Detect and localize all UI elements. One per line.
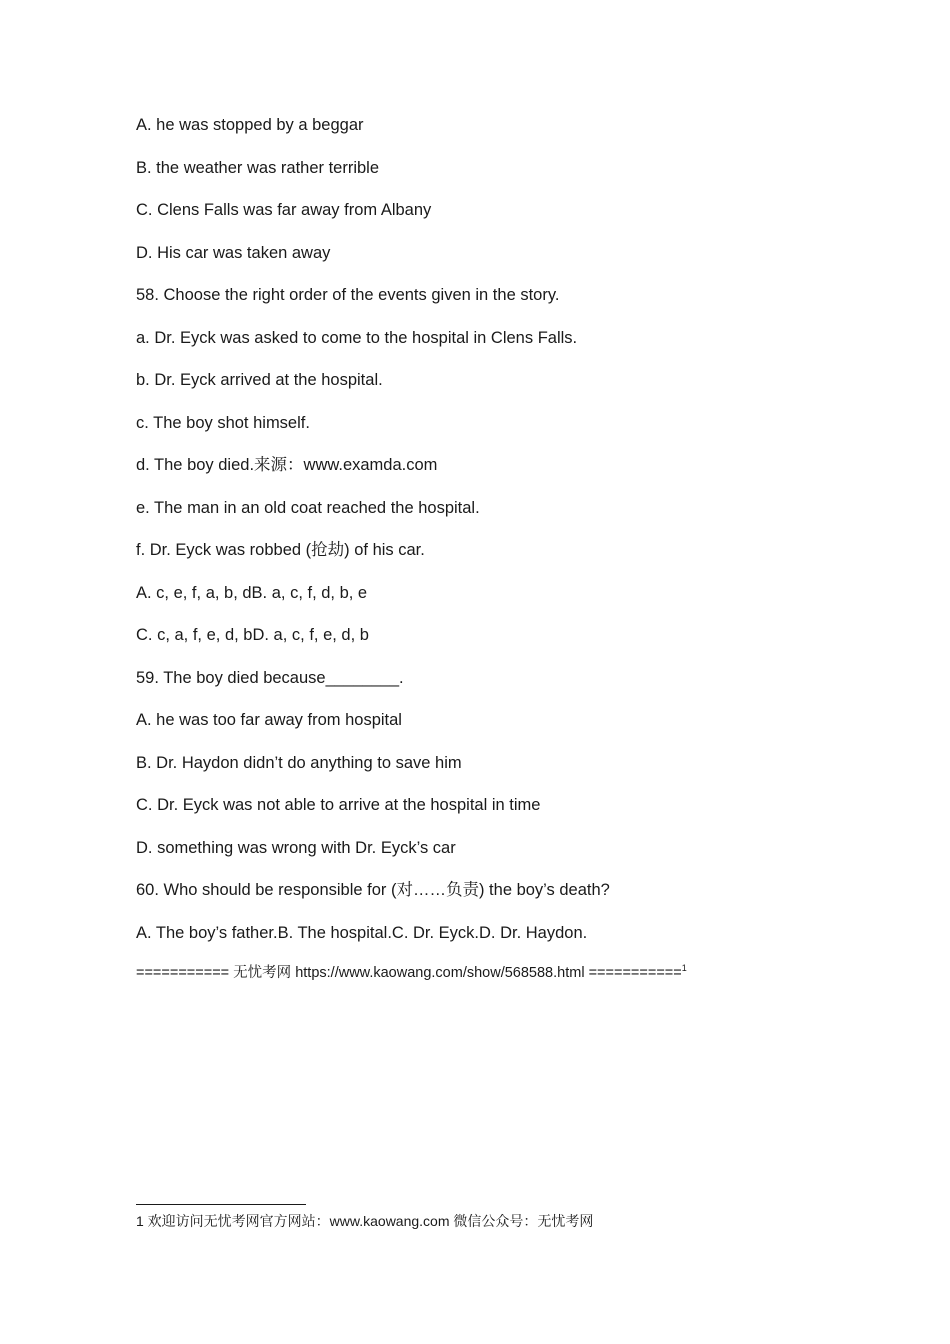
option-line: C. c, a, f, e, d, bD. a, c, f, e, d, b	[136, 626, 369, 644]
footnote-text: 1 欢迎访问无忧考网官方网站：www.kaowang.com 微信公众号：无忧考网	[136, 1213, 594, 1229]
option-line: B. Dr. Haydon didn’t do anything to save him	[136, 753, 462, 772]
option-line: C. Dr. Eyck was not able to arrive at the hospital in time	[136, 796, 541, 814]
question-line: 59. The boy died because________.	[136, 668, 404, 687]
footnote-reference: 1	[681, 963, 687, 974]
option-line: C. Clens Falls was far away from Albany	[136, 201, 432, 219]
option-line: B. the weather was rather terrible	[136, 158, 380, 177]
option-line: A. he was too far away from hospital	[136, 711, 402, 729]
option-line: A. The boy’s father.B. The hospital.C. Dr. Eyck.D. Dr. Haydon.	[136, 923, 588, 942]
event-line: b. Dr. Eyck arrived at the hospital.	[136, 371, 383, 389]
event-line: c. The boy shot himself.	[136, 413, 310, 432]
footnote-divider	[136, 1204, 306, 1205]
option-line: D. something was wrong with Dr. Eyck’s car	[136, 838, 456, 857]
question-line: 58. Choose the right order of the events given in the story.	[136, 286, 560, 304]
event-line: d. The boy died.来源：www.examda.com	[136, 456, 438, 474]
question-line: 60. Who should be responsible for (对……负责) the boy’s death?	[136, 881, 610, 899]
option-line: A. c, e, f, a, b, dB. a, c, f, d, b, e	[136, 583, 368, 602]
option-line: A. he was stopped by a beggar	[136, 116, 364, 134]
source-separator-line	[136, 963, 687, 983]
event-line: a. Dr. Eyck was asked to come to the hospital in Clens Falls.	[136, 328, 578, 347]
event-line: e. The man in an old coat reached the hospital.	[136, 498, 480, 517]
question-text-block	[136, 114, 836, 964]
option-line: D. His car was taken away	[136, 243, 331, 262]
event-line: f. Dr. Eyck was robbed (抢劫) of his car.	[136, 541, 425, 559]
separator-text: =========== 无忧考网 https://www.kaowang.com/show/568588.html ===========	[136, 965, 682, 981]
